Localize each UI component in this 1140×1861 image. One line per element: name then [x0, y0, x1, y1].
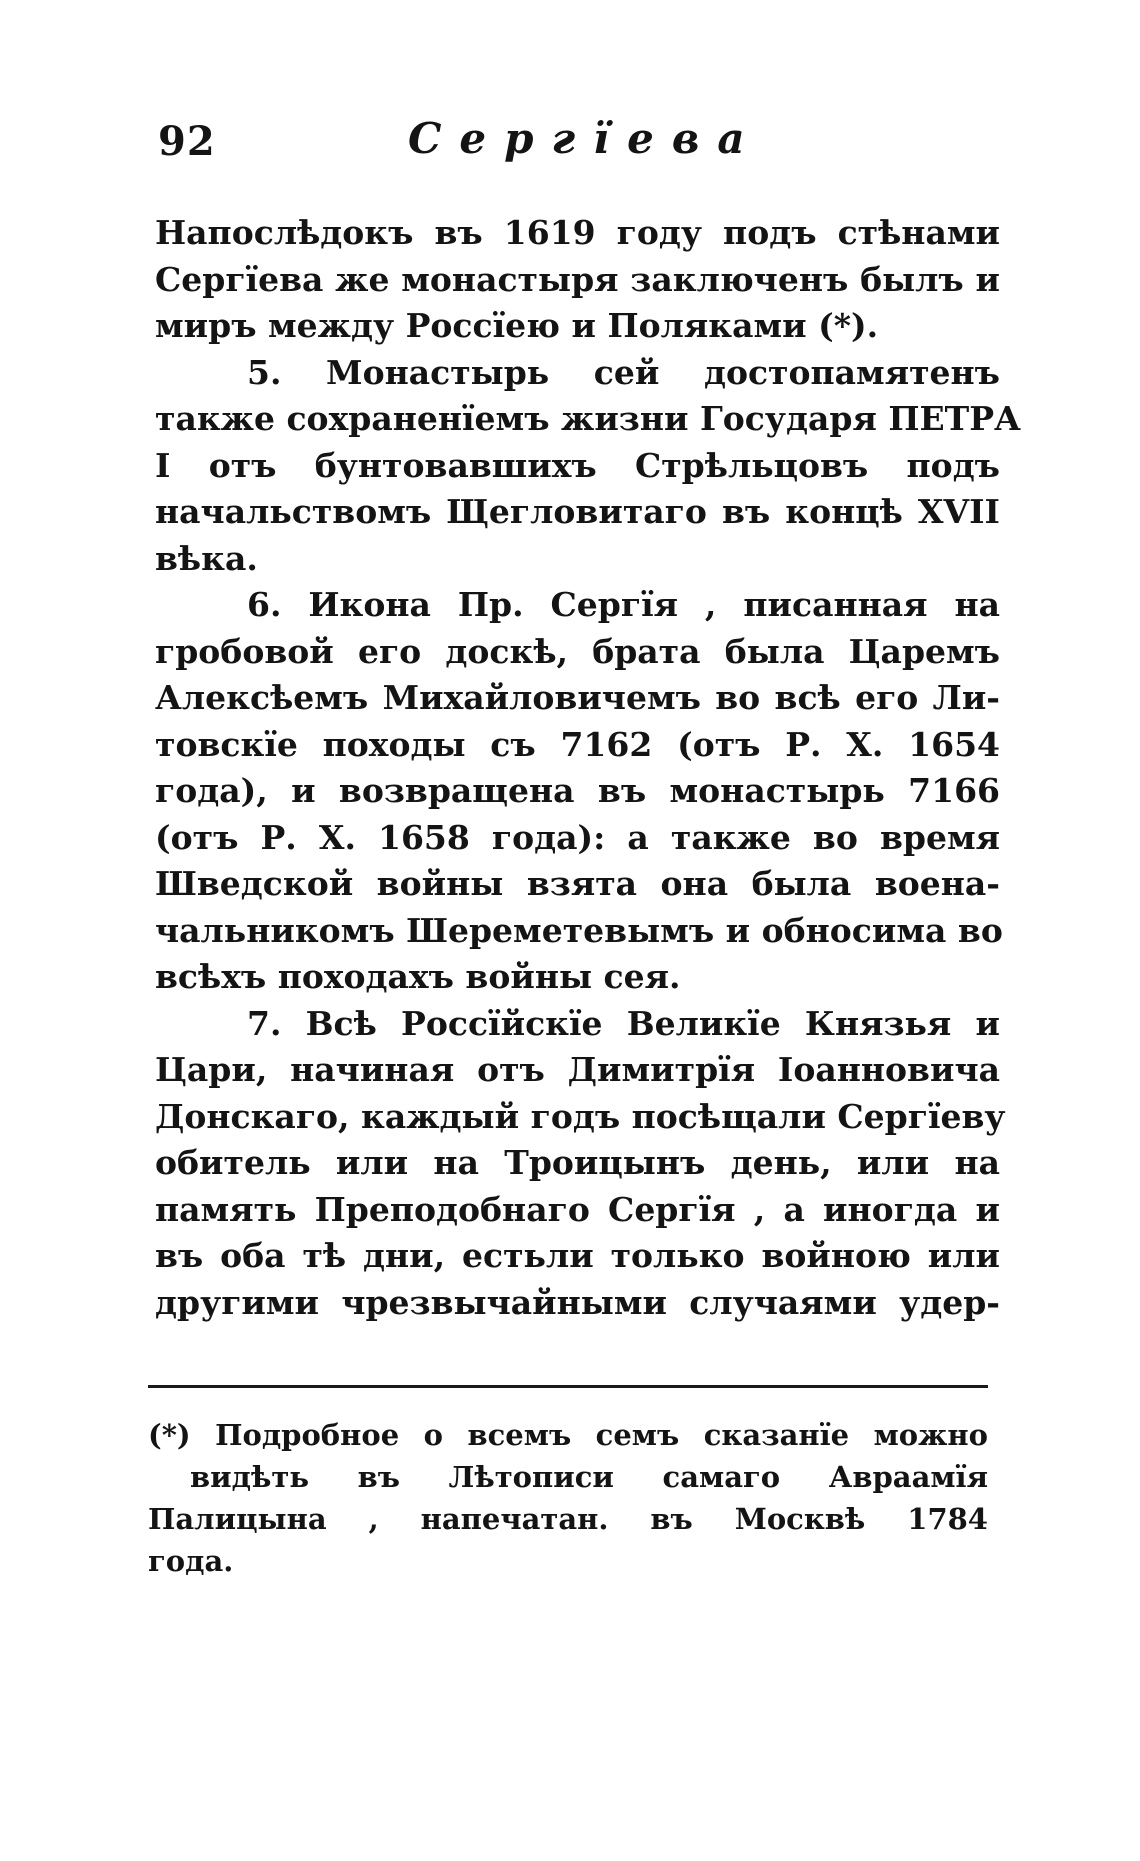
footnote-line: видѣть въ Лѣтописи самаго Авраамїя: [190, 1460, 988, 1494]
text-line: всѣхъ походахъ войны сея.: [155, 957, 681, 996]
text-line: Шведской войны взята она была военa-: [155, 864, 1000, 903]
text-line: память Преподобнаго Сергїя , а иногда и: [155, 1189, 1000, 1229]
text-line: Донскаго, каждый годъ посѣщали Сергїеву: [155, 1096, 1006, 1136]
text-line: также сохраненїемъ жизни Государя ПЕТРА: [155, 399, 1021, 438]
text-line: чальникомъ Шереметевымъ и обносима во: [155, 910, 1003, 950]
footnote-line: (*) Подробное о всемъ семъ сказанїе можно: [148, 1418, 988, 1452]
text-line: товскїе походы съ 7162 (отъ Р. Х. 1654: [155, 724, 1000, 764]
text-line: вѣка.: [155, 538, 258, 578]
footnote-divider: [148, 1385, 988, 1388]
footnote-line: года.: [148, 1544, 234, 1578]
footnote: [148, 1414, 988, 1582]
text-line: года), и возвращена въ монастырь 7166: [155, 771, 1000, 810]
body-text: [155, 210, 1021, 1326]
text-line: гробовой его доскѣ, брата была Царемъ: [155, 631, 1000, 671]
paragraph-6-start: 6. Икона Пр. Сергїя , писанная на: [247, 585, 1000, 624]
text-line: Цари, начиная отъ Димитрїя Іоанновича: [155, 1050, 1000, 1089]
text-line: Сергїева же монастыря заключенъ былъ и: [155, 259, 1000, 299]
footnote-line: Палицына , напечатан. въ Москвѣ 1784: [148, 1502, 988, 1536]
text-line: I отъ бунтовавшихъ Стрѣльцовъ подъ: [155, 445, 1000, 485]
text-line: (отъ Р. Х. 1658 года): а также во время: [155, 817, 1000, 857]
page-number: 92: [158, 118, 216, 165]
text-line: Алексѣемъ Михайловичемъ во всѣ его Ли-: [155, 678, 1000, 717]
running-title: Сергїева: [408, 114, 763, 163]
paragraph-5-start: 5. Монастырь сей достопамятенъ: [247, 352, 1000, 392]
text-line: въ оба тѣ дни, естьли только войною или: [155, 1236, 1000, 1275]
text-line: начальствомъ Щегловитаго въ концѣ XVII: [155, 492, 1000, 531]
running-head: [158, 108, 998, 178]
text-line: миръ между Россїею и Поляками (*).: [155, 306, 879, 345]
text-line: Напослѣдокъ въ 1619 году подъ стѣнами: [155, 213, 1000, 252]
text-line: другими чрезвычайными случаями удер-: [155, 1282, 1000, 1322]
paragraph-7-start: 7. Всѣ Россїйскїе Великїе Князья и: [247, 1003, 1000, 1043]
text-line: обитель или на Троицынъ день, или на: [155, 1143, 1000, 1182]
